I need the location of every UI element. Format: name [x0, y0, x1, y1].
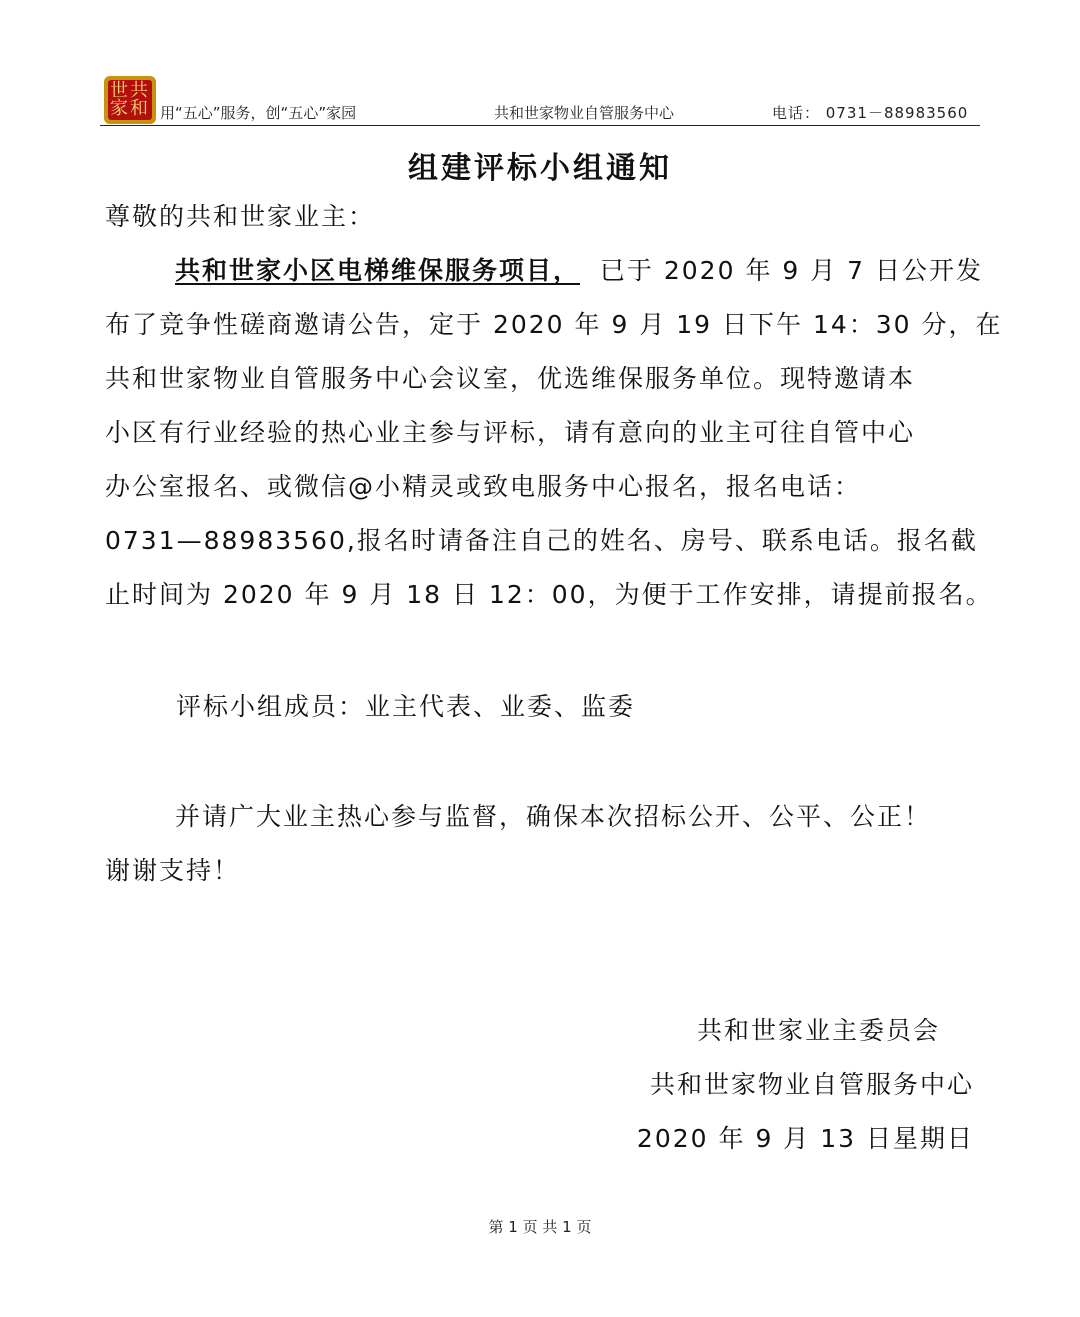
- document-title: 组建评标小组通知: [408, 151, 672, 186]
- project-name: 共和世家小区电梯维保服务项目，: [175, 256, 581, 285]
- main-paragraph: [105, 244, 1003, 622]
- logo-char: 世: [110, 80, 128, 101]
- paragraph-text: 并请广大业主热心参与监督，确保本次招标公开、公平、公正！: [175, 802, 932, 831]
- closing-paragraph: [105, 790, 931, 898]
- page-header: [100, 74, 980, 126]
- logo-seal: [108, 80, 152, 120]
- logo-char: 共: [130, 80, 148, 101]
- paragraph-line: 布了竞争性磋商邀请公告，定于 2020 年 9 月 19 日下午 14：30 分，在: [105, 310, 1003, 339]
- paragraph-line: 办公室报名、或微信@小精灵或致电服务中心报名，报名电话：: [105, 472, 862, 501]
- signature-date: 2020 年 9 月 13 日星期日: [636, 1124, 974, 1153]
- signature-center: 共和世家物业自管服务中心: [649, 1070, 974, 1099]
- paragraph-line: [105, 790, 931, 844]
- paragraph-line: [105, 244, 984, 298]
- logo-char: 和: [130, 98, 148, 119]
- company-logo: [104, 76, 156, 124]
- header-organization: 共和世家物业自管服务中心: [494, 104, 675, 122]
- paragraph-line: 小区有行业经验的热心业主参与评标，请有意向的业主可往自管中心: [105, 418, 916, 447]
- paragraph-text: 已于 2020 年 9 月 7 日公开发: [599, 256, 984, 285]
- paragraph-line: 0731—88983560,报名时请备注自己的姓名、房号、联系电话。报名截: [105, 526, 978, 555]
- header-phone: 电话： 0731－88983560: [772, 104, 969, 122]
- paragraph-line: 止时间为 2020 年 9 月 18 日 12：00，为便于工作安排，请提前报名。: [105, 580, 993, 609]
- paragraph-line: 谢谢支持！: [105, 856, 241, 885]
- header-slogan: 用“五心”服务，创“五心”家园: [160, 104, 357, 122]
- signature-committee: 共和世家业主委员会: [696, 1016, 940, 1045]
- logo-char: 家: [110, 98, 128, 119]
- greeting: 尊敬的共和世家业主：: [105, 202, 376, 231]
- committee-members: 评标小组成员：业主代表、业委、监委: [176, 692, 636, 721]
- paragraph-line: 共和世家物业自管服务中心会议室，优选维保服务单位。现特邀请本: [105, 364, 916, 393]
- header-divider: [100, 125, 980, 126]
- page-number: 第 1 页 共 1 页: [488, 1218, 592, 1236]
